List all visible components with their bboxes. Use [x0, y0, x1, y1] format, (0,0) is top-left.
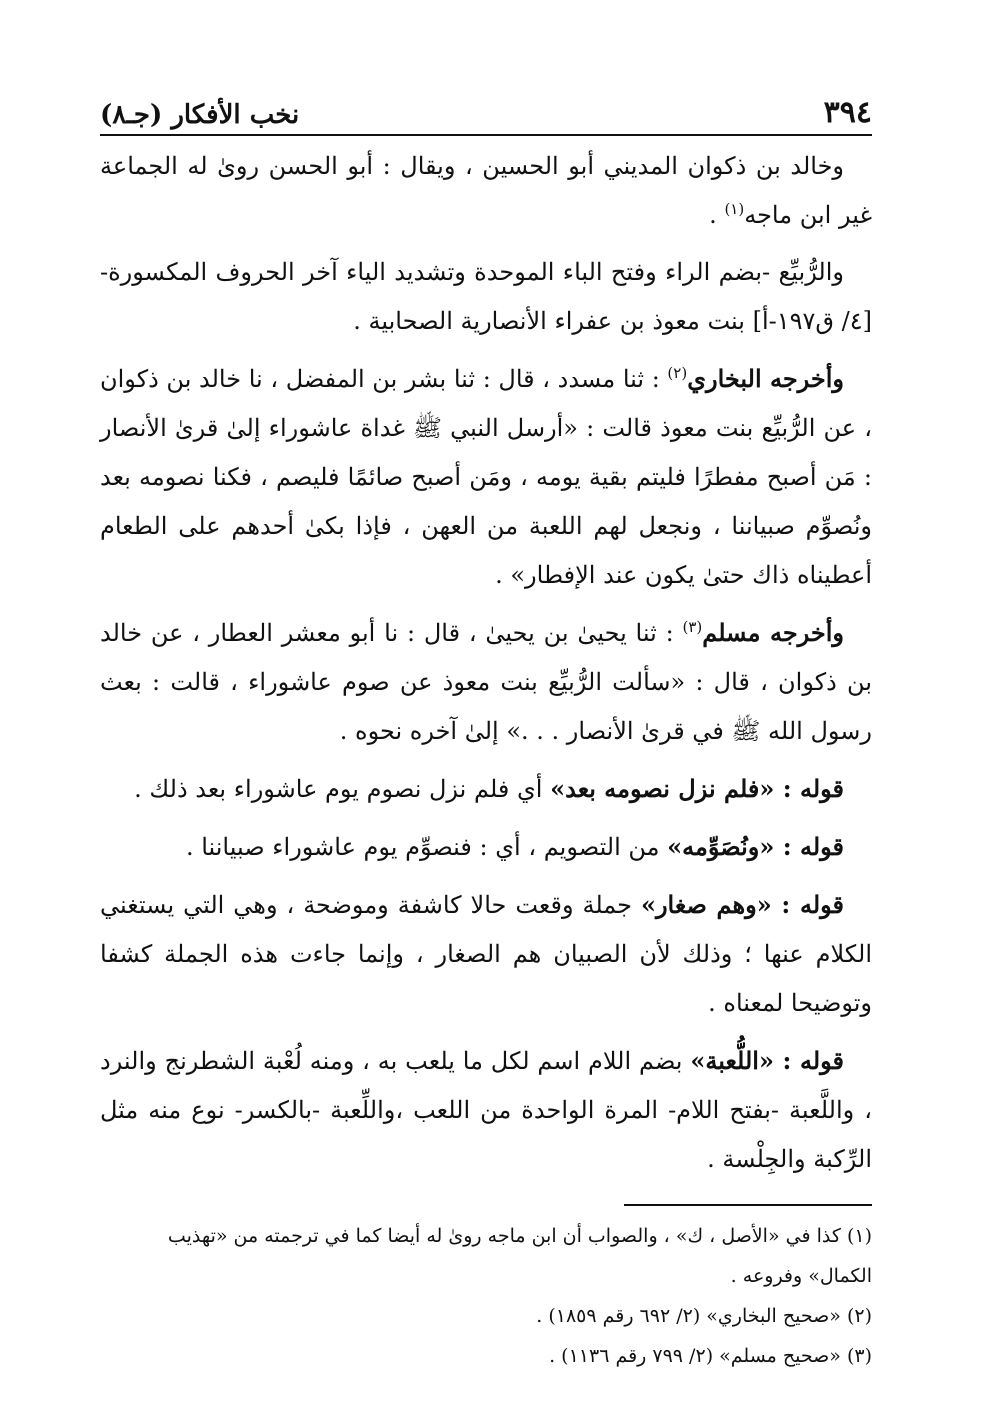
footnote	[100, 1336, 872, 1376]
footnote-ref: (٢)	[667, 364, 688, 382]
paragraph-text: جملة وقعت حالا كاشفة وموضحة ، وهي التي يستغني الكلام عنها ؛ وذلك لأن الصبيان هم الصغار ، وإنما جاءت هذه الجملة كشفا وتوضيحا لمعناه .	[100, 891, 872, 1017]
paragraph	[100, 822, 872, 872]
page-number: ٣٩٤	[823, 95, 872, 130]
paragraph	[100, 764, 872, 814]
paragraph	[100, 354, 872, 600]
running-header	[100, 78, 872, 136]
paragraph-lead: وأخرجه البخاري	[687, 364, 844, 393]
paragraph-lead: قوله : «اللُّعبة»	[690, 1046, 845, 1075]
footnote-ref: (٣)	[682, 618, 703, 636]
footnote	[100, 1216, 872, 1296]
paragraph-lead: قوله : «ونُصَوِّمه»	[667, 832, 844, 861]
main-text	[100, 136, 872, 1184]
running-title: نخب الأفكار (جـ٨)	[100, 100, 300, 130]
paragraph-lead: وأخرجه مسلم	[702, 618, 844, 647]
footnote-divider	[624, 1204, 872, 1206]
footnote-text: كذا في «الأصل ، ك» ، والصواب أن ابن ماجه روىٰ له أيضا كما في ترجمته من «تهذيب الكمال» وفروعه .	[167, 1225, 872, 1287]
footnote-ref: (١)	[724, 200, 745, 218]
paragraph-text: .	[709, 201, 725, 229]
footnote-number: (٣)	[846, 1345, 872, 1367]
footnote-number: (١)	[846, 1225, 872, 1247]
paragraph-text: : ثنا مسدد ، قال : ثنا بشر بن المفضل ، نا خالد بن ذكوان ، عن الرُّبيِّع بنت معوذ قالت : «أرسل النبي ﷺ غداة عاشوراء إلىٰ قرىٰ الأنصار : مَن أصبح مفطرًا فليتم بقية يومه ، ومَن أصبح صائمًا فليصم ، فكنا نصومه بعد ونُصوِّم صبياننا ، ونجعل لهم اللعبة من العهن ، فإذا بكىٰ أحدهم على الطعام أعطيناه ذاك حتىٰ يكون عند الإفطار» .	[100, 365, 873, 589]
footnote-text: «صحيح مسلم» (٢/ ٧٩٩ رقم ١١٣٦) .	[549, 1345, 841, 1367]
paragraph-lead: قوله : «فلم نزل نصومه بعد»	[550, 774, 844, 803]
paragraph	[100, 880, 872, 1028]
paragraph-text: بضم اللام اسم لكل ما يلعب به ، ومنه لُعْبة الشطرنج والنرد ، واللَّعبة -بفتح اللام- المرة الواحدة من اللعب ،واللِّعبة -بالكسر- نوع منه مثل الرِّكبة والجِلْسة .	[100, 1047, 872, 1173]
paragraph-lead: قوله : «وهم صغار»	[640, 890, 844, 919]
footnote	[100, 1296, 872, 1336]
page	[100, 78, 872, 1376]
paragraph-text: والرُّبيِّع -بضم الراء وفتح الباء الموحدة وتشديد الياء آخر الحروف المكسورة- [٤/ ق١٩٧-أ] بنت معوذ بن عفراء الأنصارية الصحابية .	[100, 258, 872, 335]
footnote-text: «صحيح البخاري» (٢/ ٦٩٢ رقم ١٨٥٩) .	[536, 1305, 841, 1327]
paragraph	[100, 142, 872, 240]
paragraph-text: أي فلم نزل نصوم يوم عاشوراء بعد ذلك .	[134, 775, 551, 803]
paragraph	[100, 1036, 872, 1184]
paragraph	[100, 608, 872, 756]
paragraph-text: من التصويم ، أي : فنصوِّم يوم عاشوراء صبياننا .	[185, 833, 668, 861]
paragraph	[100, 248, 872, 346]
footnotes	[100, 1216, 872, 1376]
paragraph-text: : ثنا يحيىٰ بن يحيىٰ ، قال : نا أبو معشر العطار ، عن خالد بن ذكوان ، قال : «سألت الرُّبيِّع بنت معوذ عن صوم عاشوراء ، قالت : بعث رسول الله ﷺ في قرىٰ الأنصار . . .» إلىٰ آخره نحوه .	[100, 619, 872, 745]
footnote-number: (٢)	[846, 1305, 872, 1327]
paragraph-text: وخالد بن ذكوان المديني أبو الحسين ، ويقال : أبو الحسن روىٰ له الجماعة غير ابن ماجه	[100, 152, 872, 229]
